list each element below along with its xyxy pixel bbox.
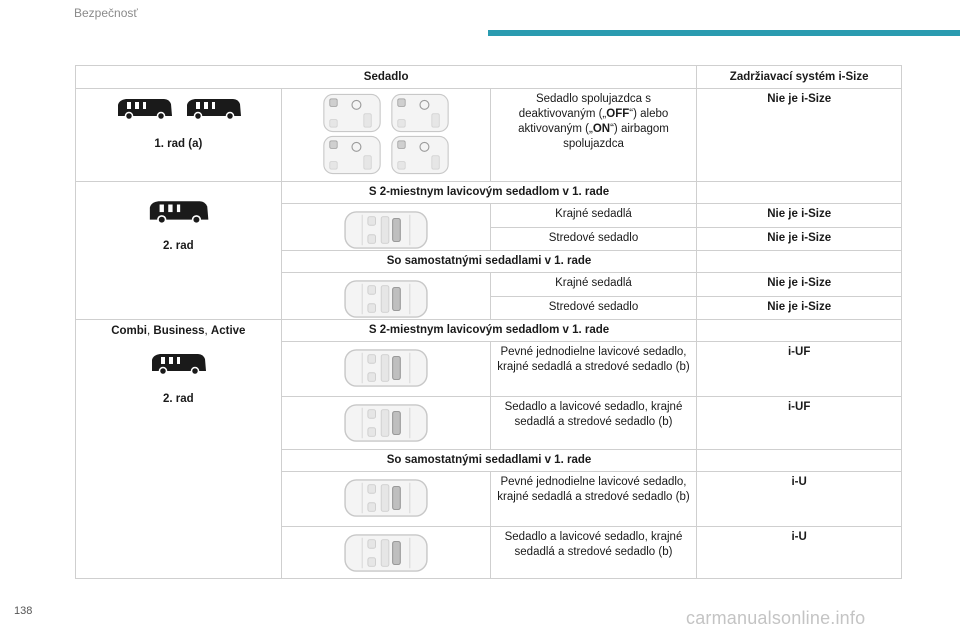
row3-g2a-text: Pevné jednodielne lavicové sedadlo, krajné sedadlá a stredové sedadlo (b)	[490, 472, 697, 527]
row3-g1b-text: Sedadlo a lavicové sedadlo, krajné sedadlá a stredové sedadlo (b)	[490, 397, 697, 450]
row3-g2b-text: Sedadlo a lavicové sedadlo, krajné sedadlá a stredové sedadlo (b)	[490, 527, 697, 579]
van-icon	[148, 351, 208, 375]
van-icon	[145, 198, 211, 224]
seat-diagram-cell	[281, 527, 490, 579]
front-seat-diagram-icon	[286, 91, 486, 177]
trim-separator: ,	[204, 325, 211, 337]
table-header-row	[76, 66, 902, 89]
table-row	[76, 182, 902, 204]
empty-cell	[697, 320, 902, 342]
row2-group2-title: So samostatnými sedadlami v 1. rade	[281, 251, 697, 273]
row3-g1b-value: i-UF	[697, 397, 902, 450]
section-title: Bezpečnosť	[74, 6, 138, 20]
col-header-isize: Zadržiavací systém i-Size	[697, 66, 902, 89]
row1-desc-text: “) alebo aktivovaným („	[518, 108, 669, 135]
off-label: OFF	[606, 108, 630, 120]
row1-value: Nie je i-Size	[697, 89, 902, 182]
empty-cell	[697, 182, 902, 204]
row2-g2-outer-value: Nie je i-Size	[697, 273, 902, 297]
isize-table	[75, 65, 902, 579]
seat-diagram-cell	[281, 472, 490, 527]
row3-group2-title: So samostatnými sedadlami v 1. rade	[281, 450, 697, 472]
row1-desc-text: “) airbagom spolujazdca	[563, 123, 669, 150]
row2-g1-center: Stredové sedadlo	[490, 227, 697, 251]
table-row	[76, 320, 902, 342]
seat-diagram-cell	[281, 273, 490, 320]
row2-g2-center-value: Nie je i-Size	[697, 296, 902, 320]
seat-layout-icon	[340, 403, 432, 443]
empty-cell	[697, 450, 902, 472]
col-header-seat: Sedadlo	[76, 66, 697, 89]
seat-layout-icon	[340, 533, 432, 573]
page-number: 138	[14, 605, 33, 617]
row2-g1-outer-value: Nie je i-Size	[697, 204, 902, 228]
row2-group1-title: S 2-miestnym lavicovým sedadlom v 1. rade	[281, 182, 697, 204]
trim-active: Active	[210, 325, 246, 337]
row2-g2-center: Stredové sedadlo	[490, 296, 697, 320]
row3-g1a-text: Pevné jednodielne lavicové sedadlo, krajné sedadlá a stredové sedadlo (b)	[490, 342, 697, 397]
row3-g1a-value: i-UF	[697, 342, 902, 397]
empty-cell	[697, 251, 902, 273]
seat-layout-icon	[340, 279, 432, 319]
seat-diagram-cell	[281, 342, 490, 397]
seat-layout-icon	[340, 210, 432, 250]
seat-layout-icon	[340, 348, 432, 388]
row2-g2-outer: Krajné sedadlá	[490, 273, 697, 297]
table-row	[76, 89, 902, 182]
row1-diagram-cell	[281, 89, 490, 182]
row1-seat-cell	[76, 89, 282, 182]
seat-diagram-cell	[281, 397, 490, 450]
header-accent-bar	[488, 30, 960, 36]
row2-g1-center-value: Nie je i-Size	[697, 227, 902, 251]
trim-separator: ,	[147, 325, 154, 337]
row3-group1-title: S 2-miestnym lavicovým sedadlom v 1. rade	[281, 320, 697, 342]
row2-g1-outer: Krajné sedadlá	[490, 204, 697, 228]
row3-label: 2. rad	[162, 393, 194, 405]
trim-combi: Combi	[111, 325, 147, 337]
row1-desc-cell	[490, 89, 697, 182]
row2-label: 2. rad	[162, 240, 194, 252]
row2-seat-cell	[76, 182, 282, 320]
on-label: ON	[592, 123, 611, 135]
row1-desc-text: Sedadlo spolujazdca s deaktivovaným („	[518, 93, 652, 120]
van-icon	[114, 96, 174, 120]
trim-business: Business	[153, 325, 205, 337]
seat-layout-icon	[340, 478, 432, 518]
van-icon	[183, 96, 243, 120]
seat-diagram-cell	[281, 204, 490, 251]
row3-g2a-value: i-U	[697, 472, 902, 527]
row1-label: 1. rad (a)	[154, 138, 203, 150]
watermark: carmanualsonline.info	[686, 608, 866, 628]
row3-g2b-value: i-U	[697, 527, 902, 579]
row3-seat-cell	[76, 320, 282, 579]
